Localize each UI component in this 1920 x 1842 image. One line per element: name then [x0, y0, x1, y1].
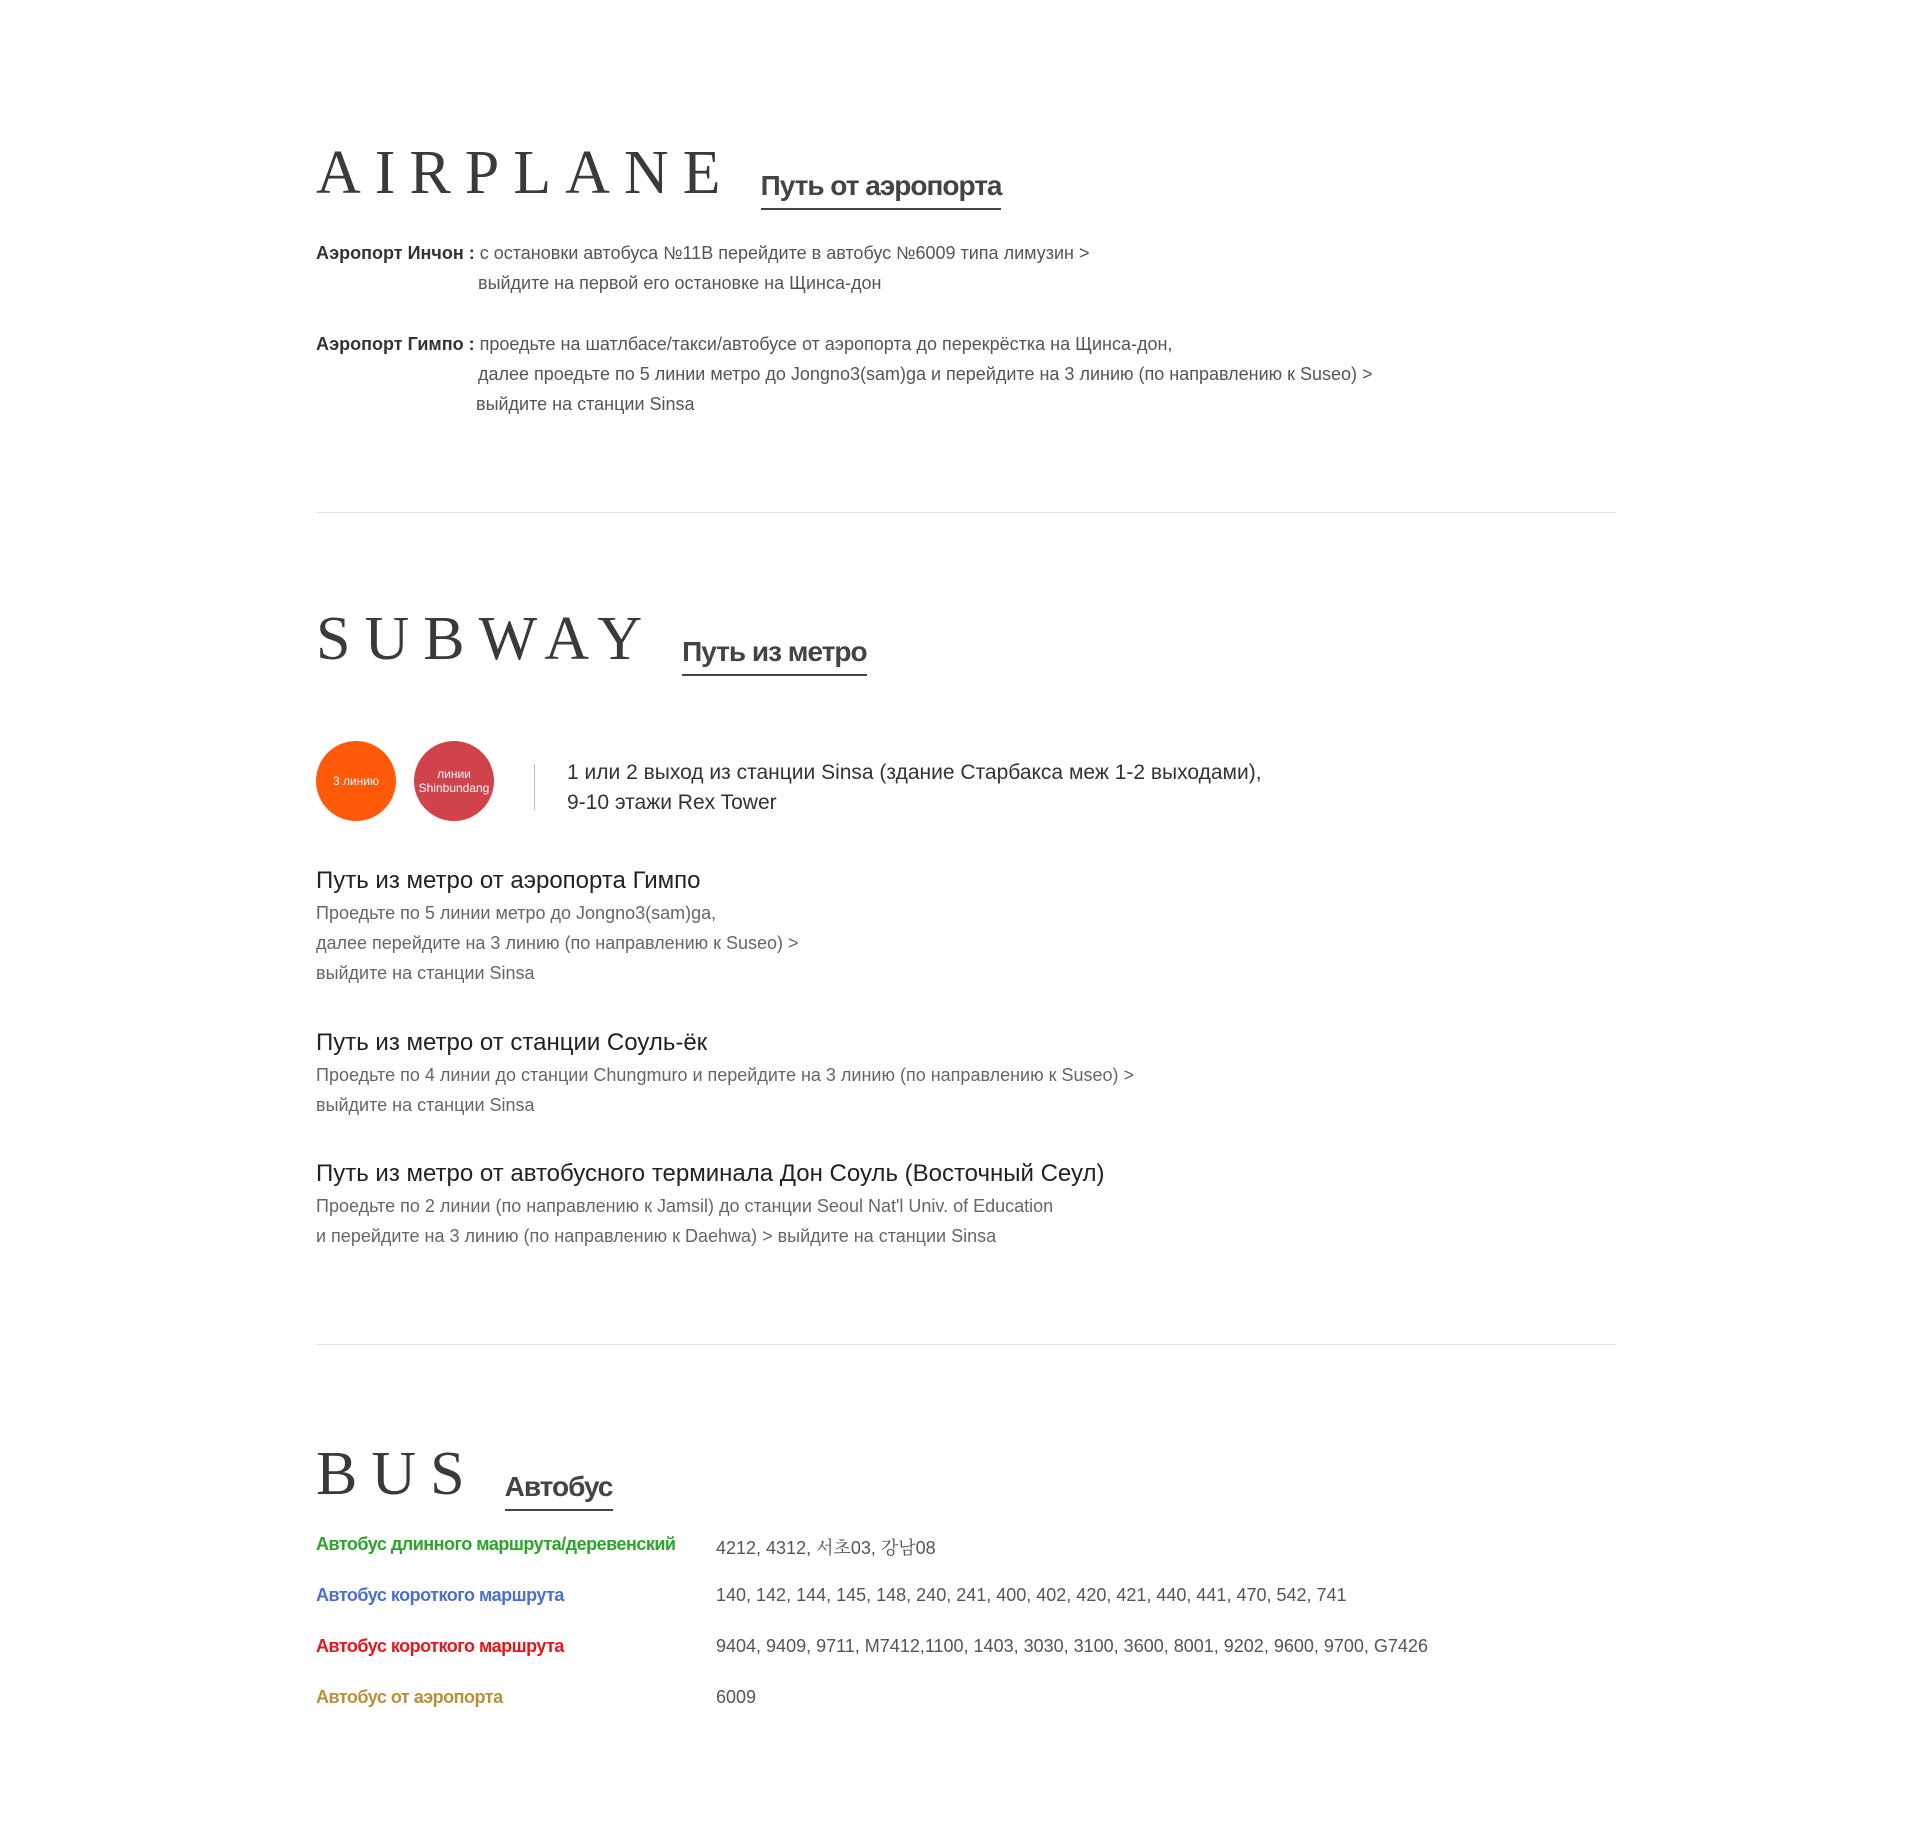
bus-type-short-blue: Автобус короткого маршрута	[316, 1585, 564, 1605]
shinbundang-badge-bottom: Shinbundang	[418, 781, 490, 795]
route-line: Проедьте по 5 линии метро до Jongno3(sam)ga,	[316, 903, 717, 923]
incheon-line2: выйдите на первой его остановке на Щинса-дон	[478, 273, 882, 293]
shinbundang-badge-top: линии	[437, 767, 471, 781]
subway-title: SUBWAY	[316, 605, 657, 673]
subway-subtitle: Путь из метро	[682, 636, 867, 676]
incheon-label: Аэропорт Инчон :	[316, 243, 475, 263]
bus-type-long: Автобус длинного маршрута/деревенский	[316, 1534, 676, 1554]
bus-type-airport: Автобус от аэропорта	[316, 1687, 503, 1707]
incheon-line1: с остановки автобуса №11B перейдите в автобус №6009 типа лимузин >	[479, 243, 1090, 263]
gimpo-line3: выйдите на станции Sinsa	[476, 394, 695, 414]
bus-numbers-short-red: 9404, 9409, 9711, M7412,1100, 1403, 3030, 3100, 3600, 8001, 9202, 9600, 9700, G7426	[716, 1636, 1428, 1656]
gimpo-label: Аэропорт Гимпо :	[316, 334, 475, 354]
line3-badge-label: 3 линию	[332, 774, 380, 788]
gimpo-row	[316, 329, 1172, 359]
route-title-dong-seoul: Путь из метро от автобусного терминала Дон Соуль (Восточный Сеул)	[316, 1160, 1105, 1187]
divider	[316, 1344, 1616, 1345]
shinbundang-badge	[414, 741, 494, 821]
route-line: Проедьте по 4 линии до станции Chungmuro и перейдите на 3 линию (по направлению к Suseo) >	[316, 1065, 1135, 1085]
route-line: Проедьте по 2 линии (по направлению к Jamsil) до станции Seoul Nat'l Univ. of Education	[316, 1196, 1054, 1216]
gimpo-line1: проедьте на шатлбасе/такси/автобусе от аэропорта до перекрёстка на Щинса-дон,	[479, 334, 1173, 354]
bus-subtitle: Автобус	[505, 1471, 613, 1511]
route-line: выйдите на станции Sinsa	[316, 963, 535, 983]
line3-badge	[316, 741, 396, 821]
bus-numbers-airport: 6009	[716, 1687, 757, 1707]
airplane-header	[316, 139, 1002, 207]
bus-header	[316, 1440, 613, 1508]
route-line: и перейдите на 3 линию (по направлению к Daehwa) > выйдите на станции Sinsa	[316, 1226, 997, 1246]
subway-header	[316, 605, 867, 673]
divider	[316, 512, 1616, 513]
subway-exit-line1: 1 или 2 выход из станции Sinsa (здание Старбакса меж 1-2 выходами),	[567, 761, 1262, 784]
bus-numbers-long: 4212, 4312, 서초03, 강남08	[716, 1538, 936, 1558]
bus-type-short-red: Автобус короткого маршрута	[316, 1636, 564, 1656]
airplane-title: AIRPLANE	[316, 139, 735, 207]
route-line: выйдите на станции Sinsa	[316, 1095, 535, 1115]
vertical-divider	[534, 764, 535, 810]
incheon-row	[316, 238, 1089, 268]
route-title-seoul-station: Путь из метро от станции Соуль-ёк	[316, 1029, 708, 1056]
airplane-subtitle: Путь от аэропорта	[761, 170, 1002, 210]
bus-numbers-short-blue: 140, 142, 144, 145, 148, 240, 241, 400, 402, 420, 421, 440, 441, 470, 542, 741	[716, 1585, 1347, 1605]
route-title-gimpo: Путь из метро от аэропорта Гимпо	[316, 867, 701, 894]
route-line: далее перейдите на 3 линию (по направлению к Suseo) >	[316, 933, 799, 953]
subway-exit-line2: 9-10 этажи Rex Tower	[567, 791, 777, 814]
gimpo-line2: далее проедьте по 5 линии метро до Jongno3(sam)ga и перейдите на 3 линию (по направлению к Suseo) >	[478, 364, 1373, 384]
bus-title: BUS	[316, 1440, 479, 1508]
